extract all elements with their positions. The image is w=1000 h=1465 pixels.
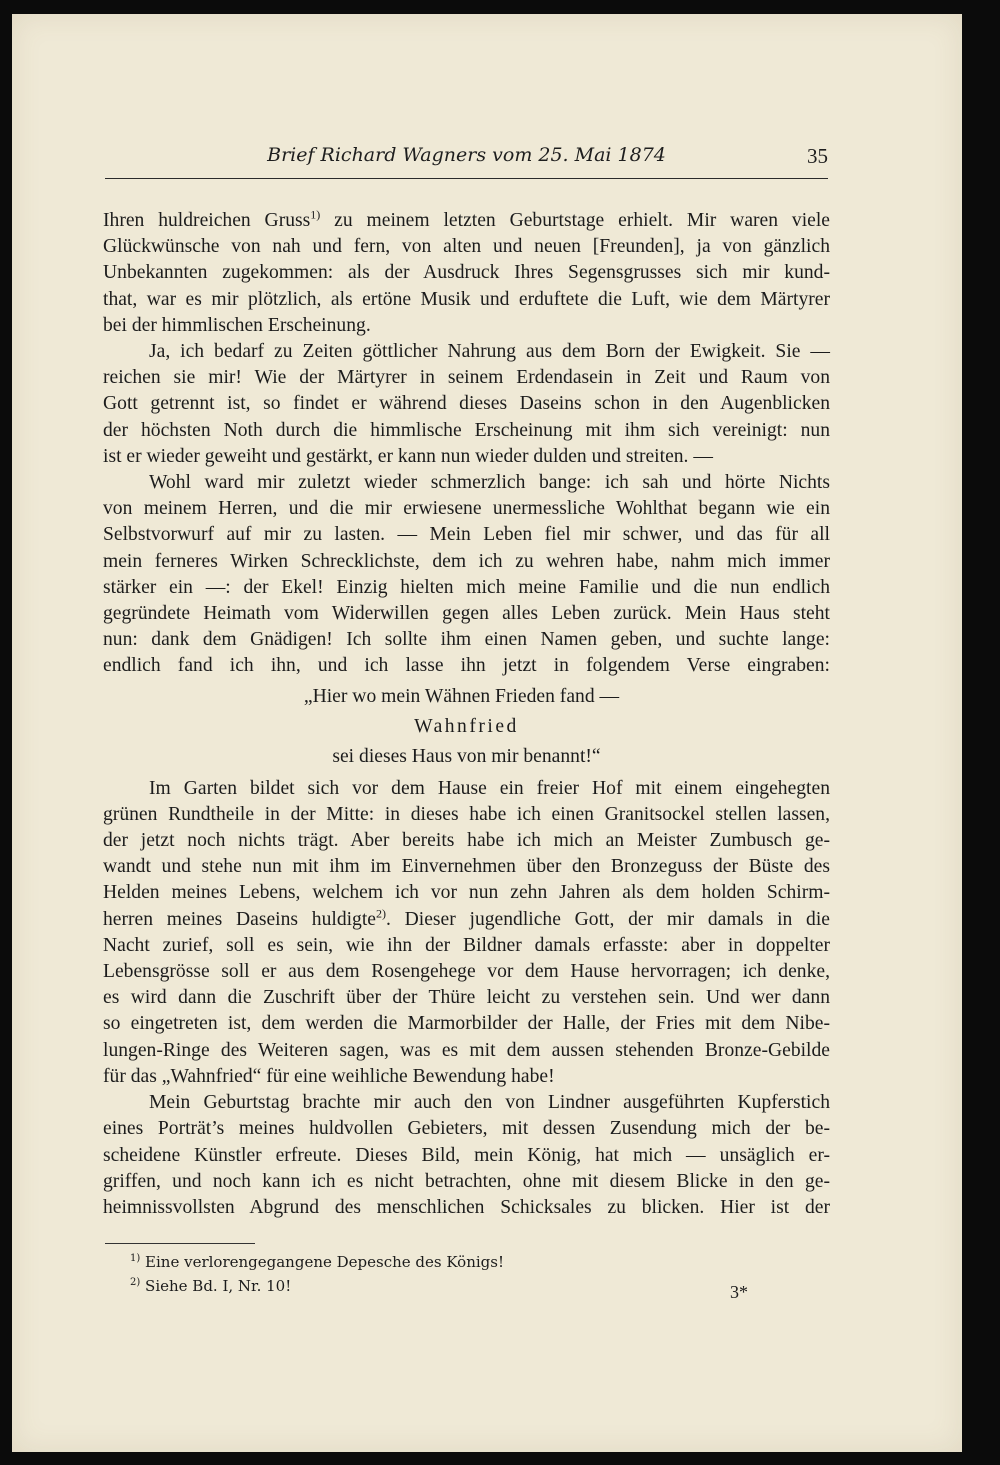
text-line: es wird dann die Zuschrift über der Thüre leicht zu verstehen sein. Und wer dann [103,987,830,1009]
text-line: wandt und stehe nun mit ihm im Einvernehmen über den Bronzeguss der Büste des [103,856,830,878]
text-line: von meinem Herren, und die mir erwiesene unermessliche Wohlthat begann wie ein [103,498,830,520]
text-line: so eingetreten ist, dem werden die Marmorbilder der Halle, der Fries mit dem Nibe- [103,1013,830,1035]
book-page [12,14,962,1452]
text-line: griffen, und noch kann ich es nicht betrachten, ohne mit diesem Blicke in den ge- [103,1170,830,1192]
verse-inscription [103,682,830,772]
text-line: Helden meines Lebens, welchem ich vor nun zehn Jahren als dem holden Schirm- [103,882,830,904]
verse-line: sei dieses Haus von mir benannt!“ [332,745,601,767]
text-line: Im Garten bildet sich vor dem Hause ein freier Hof mit einem eingehegten [149,777,830,799]
text-line: Nacht zurief, soll es sein, wie ihn der Bildner damals erfasste: aber in doppelter [103,934,830,956]
paragraph-3 [103,470,830,680]
paragraph-4 [103,776,830,1090]
text-line: nun: dank dem Gnädigen! Ich sollte ihm einen Namen geben, und suchte lange: [103,629,830,651]
page-header [105,142,828,179]
footnote-text: Eine verlorengegangene Depesche des Königs! [145,1253,504,1271]
footnote-divider [105,1243,255,1244]
text-line: Unbekannten zugekommen: als der Ausdruck Ihres Segensgrusses sich mir kund- [103,262,830,284]
text-line: endlich fand ich ihn, und ich lasse ihn jetzt in folgendem Verse eingraben: [103,655,830,677]
text-line: für das „Wahnfried“ für eine weihliche Bewendung habe! [103,1065,555,1087]
verse-line-wahnfried: Wahnfried [414,715,519,737]
paragraph-1 [103,208,830,339]
text-line: heimnissvollsten Abgrund des menschlichen Schicksales zu blicken. Hier ist der [103,1196,830,1218]
text-line: eines Porträt’s meines huldvollen Gebieters, mit dessen Zusendung mich der be- [103,1118,830,1140]
footnote-ref-1: 1) [310,207,321,222]
text-line: scheidene Künstler erfreute. Dieses Bild, mein König, hat mich — unsäglich er- [103,1144,830,1166]
page-number: 35 [807,144,828,168]
text-line: bei der himmlischen Erscheinung. [103,314,371,336]
footnote-ref-2: 2) [376,906,386,921]
text-line: Ja, ich bedarf zu Zeiten göttlicher Nahrung aus dem Born der Ewigkeit. Sie — [149,341,830,363]
footnote-2 [130,1274,504,1298]
text-line: ist er wieder geweiht und gestärkt, er kann nun wieder dulden und streiten. — [103,445,713,467]
text-line: Wohl ward mir zuletzt wieder schmerzlich bange: ich sah und hörte Nichts [149,472,830,494]
footnote-mark: 1) [130,1253,141,1264]
text-line: Selbstvorwurf auf mir zu lasten. — Mein Leben fiel mir schwer, und das für all [103,524,830,546]
text-line: Glückwünsche von nah und fern, von alten und neuen [Freunden], ja von gänzlich [103,236,830,258]
body-text [103,208,830,1221]
text-line: that, war es mir plötzlich, als ertöne Musik und erduftete die Luft, wie dem Märtyrer [103,288,830,310]
printer-signature-mark: 3* [730,1282,748,1302]
paragraph-2 [103,339,830,470]
text-line: lungen-Ringe des Weiteren sagen, was es mit dem aussen stehenden Bronze-Gebilde [103,1039,830,1061]
footnotes [130,1250,504,1298]
text-line: grünen Rundtheile in der Mitte: in dieses habe ich einen Granitsockel stellen lassen, [103,803,830,825]
text-line: Lebensgrösse soll er aus dem Rosengehege vor dem Hause hervorragen; ich denke, [103,961,830,983]
footnote-1 [130,1250,504,1274]
text-line: Mein Geburtstag brachte mir auch den von Lindner ausgeführten Kupferstich [149,1092,830,1114]
text-line: der höchsten Noth durch die himmlische Erscheinung mit ihm sich vereinigt: nun [103,419,830,441]
text-line: gegründete Heimath vom Widerwillen gegen alles Leben zurück. Mein Haus steht [103,603,830,625]
footnote-text: Siehe Bd. I, Nr. 10! [145,1277,292,1295]
text-line: der jetzt noch nichts trägt. Aber bereits habe ich mich an Meister Zumbusch ge- [103,830,830,852]
running-title: Brief Richard Wagners vom 25. Mai 1874 [267,144,666,166]
text-line: mein ferneres Wirken Schrecklichste, dem ich zu wehren habe, nahm mich immer [103,550,830,572]
paragraph-5 [103,1090,830,1221]
text-line: Gott getrennt ist, so findet er während dieses Daseins schon in den Augenblicken [103,393,830,415]
footnote-mark: 2) [130,1277,141,1288]
text-line: stärker ein —: der Ekel! Einzig hielten mich meine Familie und die nun endlich [103,576,830,598]
text-line: reichen sie mir! Wie der Märtyrer in seinem Erdendasein in Zeit und Raum von [103,367,830,389]
text-line: herren meines Daseins huldigte$^{2)}$. Dieser jugendliche Gott, der mir damals in die [103,906,830,930]
text-line: Ihren huldreichen Gruss$^{1)}$ zu meinem letzten Geburtstage erhielt. Mir waren viele [103,207,830,231]
verse-line: „Hier wo mein Wähnen Frieden fand — [303,685,620,707]
